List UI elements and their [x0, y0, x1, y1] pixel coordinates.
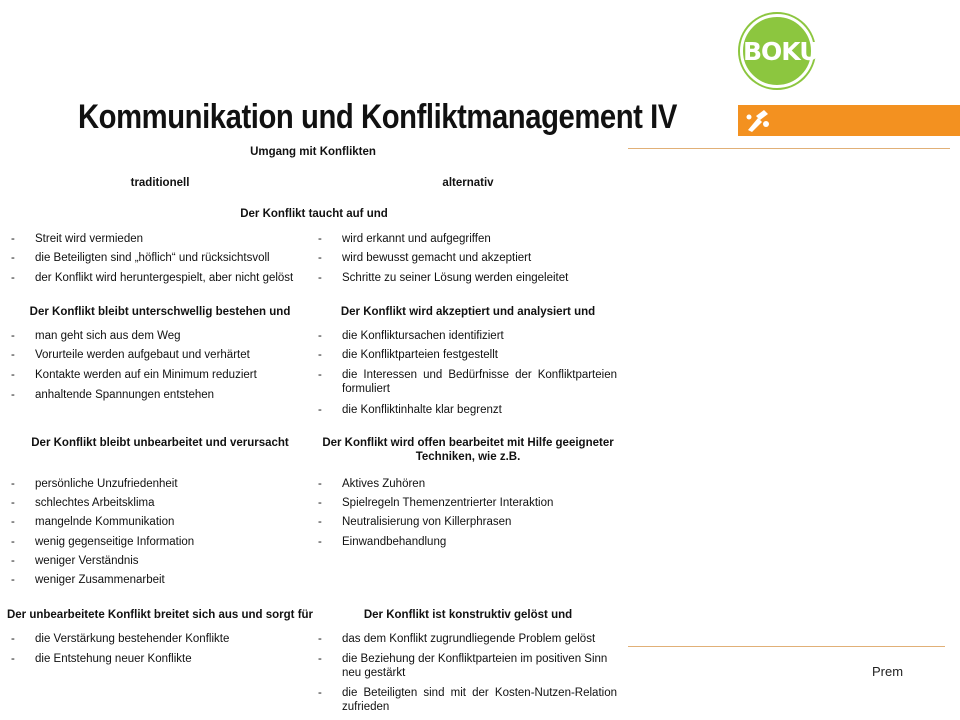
section-heading-right-line1: Der Konflikt wird offen bearbeitet mit Hilfe geeigneter	[322, 437, 614, 449]
doc-heading: Umgang mit Konflikten	[250, 146, 376, 158]
list-item: - die Beteiligten sind mit der Kosten-Nutzen-Relation zufrieden	[318, 687, 617, 713]
section-heading-right: Der Konflikt wird akzeptiert und analysiert und	[340, 306, 596, 318]
column-header-alternative: alternativ	[442, 177, 494, 189]
list-item: - weniger Verständnis	[11, 555, 139, 567]
list-item: - Einwandbehandlung	[318, 536, 447, 548]
list-item: - die Verstärkung bestehender Konflikte	[11, 633, 230, 645]
list-item: - Kontakte werden auf ein Minimum reduziert	[11, 369, 257, 381]
list-item: - Aktives Zuhören	[318, 478, 426, 490]
list-item: - die Konfliktinhalte klar begrenzt	[318, 404, 502, 416]
list-item: - die Konfliktparteien festgestellt	[318, 349, 498, 361]
section-heading-left: Der Konflikt bleibt unterschwellig bestehen und	[29, 306, 291, 318]
column-header-traditional: traditionell	[130, 177, 190, 189]
section-heading-left: Der unbearbeitete Konflikt breitet sich aus und sorgt für	[6, 609, 314, 621]
divider-bottom	[628, 646, 945, 647]
list-item: - wird bewusst gemacht und akzeptiert	[318, 252, 532, 264]
list-item: - die Entstehung neuer Konflikte	[11, 653, 192, 665]
slide-title: Kommunikation und Konfliktmanagement IV	[78, 98, 677, 136]
list-item: - Spielregeln Themenzentrierter Interaktion	[318, 497, 554, 509]
list-item: - Vorurteile werden aufgebaut und verhärtet	[11, 349, 250, 361]
section-heading-left: Der Konflikt bleibt unbearbeitet und verursacht	[31, 437, 289, 449]
section-heading-right: Der Konflikt ist konstruktiv gelöst und	[363, 609, 573, 621]
list-item: - Schritte zu seiner Lösung werden eingeleitet	[318, 272, 569, 284]
list-item: - die Beziehung der Konfliktparteien im positiven Sinn neu gestärkt	[318, 653, 608, 679]
list-item: - Streit wird vermieden	[11, 233, 144, 245]
boku-leaf-icon	[744, 108, 772, 133]
list-item: - der Konflikt wird heruntergespielt, aber nicht gelöst	[11, 272, 294, 284]
list-item: - die Konfliktursachen identifiziert	[318, 330, 504, 342]
logo-text: BOKU	[743, 37, 819, 66]
list-item: - Neutralisierung von Killerphrasen	[318, 516, 512, 528]
footer-author: Prem	[872, 664, 904, 679]
list-item: - mangelnde Kommunikation	[11, 516, 175, 528]
accent-bar	[738, 105, 960, 136]
list-item: - weniger Zusammenarbeit	[11, 574, 165, 586]
list-item: - man geht sich aus dem Weg	[11, 330, 181, 342]
list-item: - wird erkannt und aufgegriffen	[318, 233, 491, 245]
list-item: - persönliche Unzufriedenheit	[11, 478, 178, 490]
list-item: - anhaltende Spannungen entstehen	[11, 389, 215, 401]
section-heading: Der Konflikt taucht auf und	[240, 208, 388, 220]
list-item: - die Beteiligten sind „höflich“ und rücksichtsvoll	[11, 252, 270, 264]
divider-top	[628, 148, 950, 149]
section-heading-right-line2: Techniken, wie z.B.	[415, 451, 521, 463]
boku-logo	[740, 14, 819, 88]
list-item: - das dem Konflikt zugrundliegende Problem gelöst	[318, 633, 596, 645]
list-item: - die Interessen und Bedürfnisse der Konfliktparteien formuliert	[318, 369, 617, 395]
list-item: - wenig gegenseitige Information	[11, 536, 195, 548]
list-item: - schlechtes Arbeitsklima	[11, 497, 155, 509]
